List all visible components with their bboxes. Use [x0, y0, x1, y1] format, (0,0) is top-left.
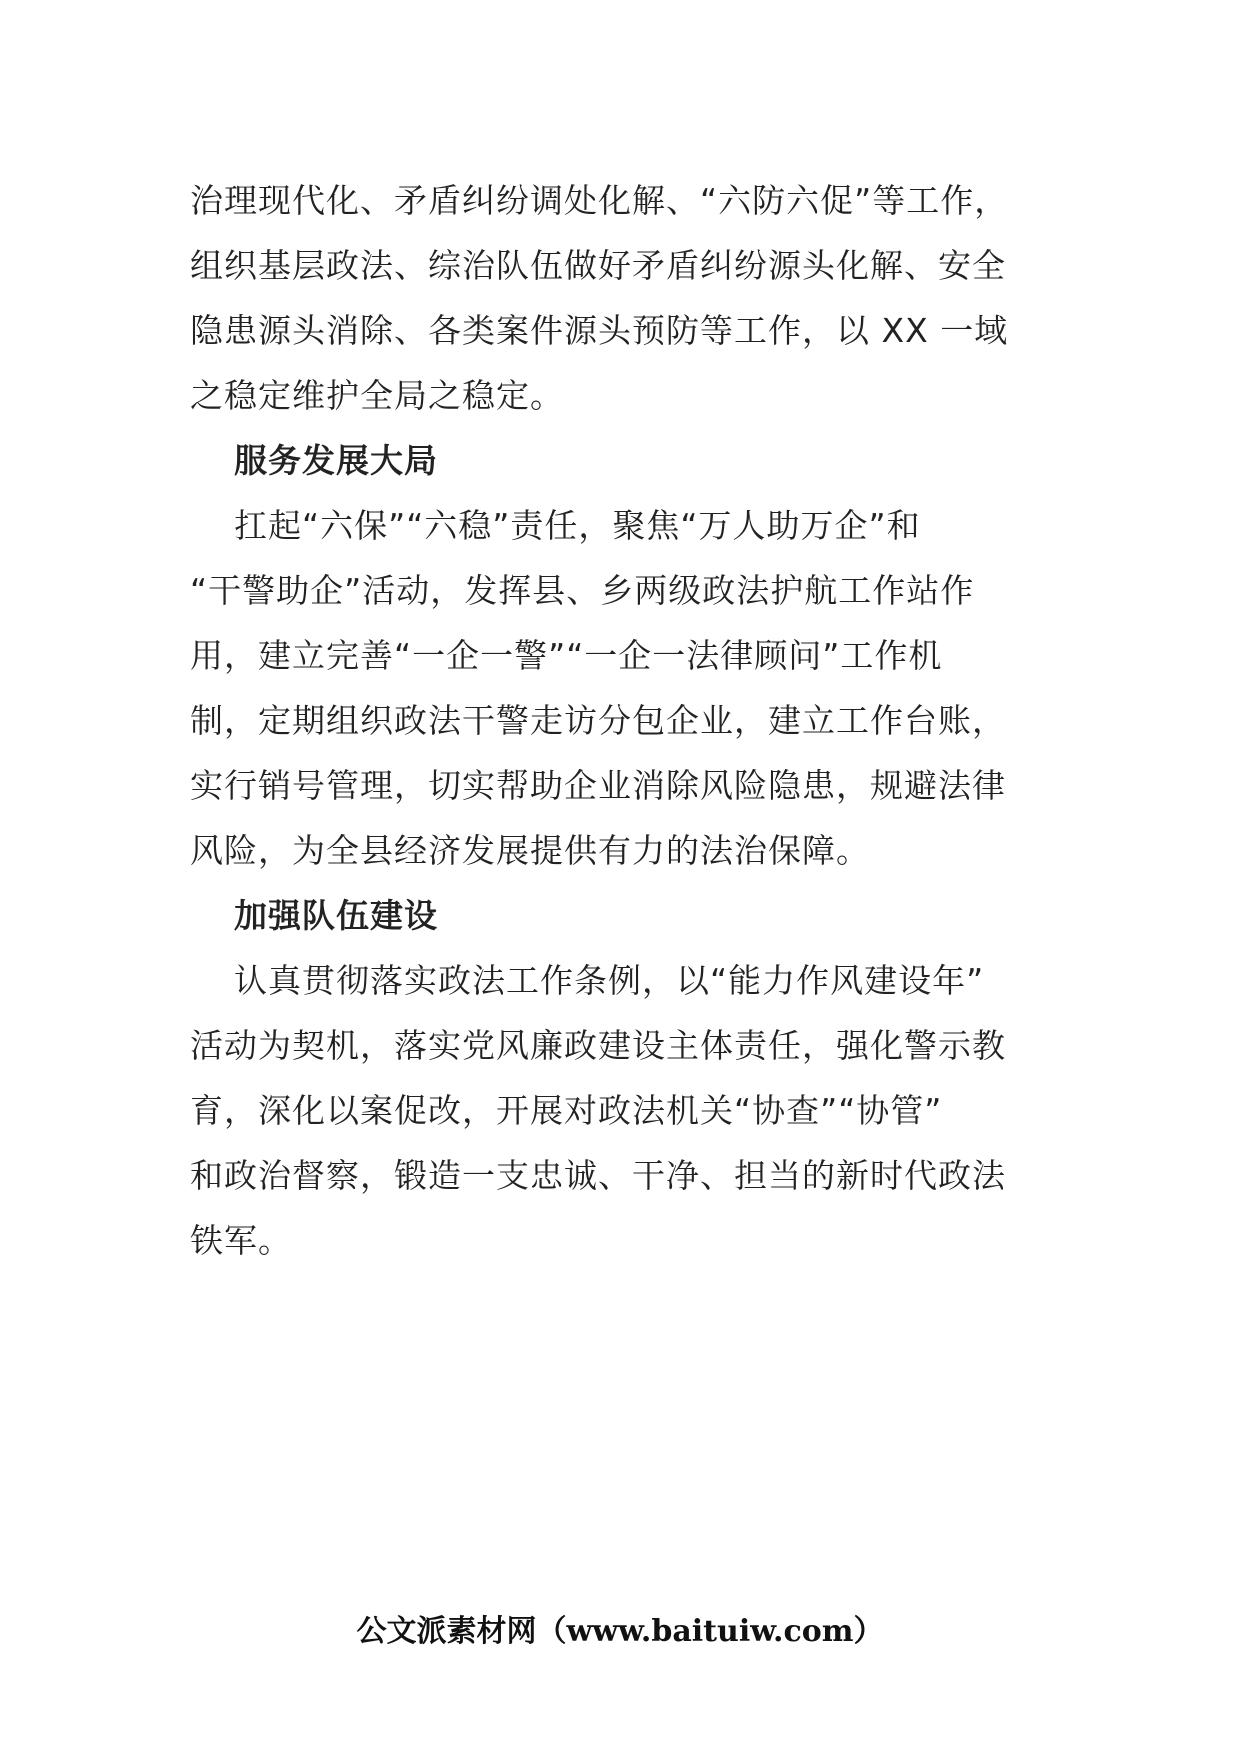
- paragraph-line: 治理现代化、矛盾纠纷调处化解、“六防六促”等工作，: [190, 181, 1009, 220]
- paragraph-line: 用，建立完善“一企一警”“一企一法律顾问”工作机: [190, 636, 943, 675]
- section-heading: [190, 883, 1070, 948]
- paragraph-line: “干警助企”活动，发挥县、乡两级政法护航工作站作: [190, 571, 975, 610]
- paragraph-line: 风险，为全县经济发展提供有力的法治保障。: [190, 831, 870, 870]
- paragraph-line: 和政治督察，锻造一支忠诚、干净、担当的新时代政法: [190, 1156, 1006, 1195]
- body-paragraph: [190, 168, 1070, 428]
- paragraph-line: 隐患源头消除、各类案件源头预防等工作，以 XX 一域: [190, 311, 1009, 350]
- body-paragraph: [190, 948, 1070, 1273]
- paragraph-line: 铁军。: [190, 1221, 292, 1260]
- body-paragraph: [190, 493, 1070, 883]
- heading-text: 服务发展大局: [234, 441, 438, 480]
- document-body: [190, 168, 1070, 1273]
- paragraph-line: 扛起“六保”“六稳”责任，聚焦“万人助万企”和: [234, 506, 921, 545]
- section-heading: [190, 428, 1070, 493]
- paragraph-line: 制，定期组织政法干警走访分包企业，建立工作台账，: [190, 701, 1006, 740]
- paragraph-line: 认真贯彻落实政法工作条例，以“能力作风建设年”: [234, 961, 985, 1000]
- paragraph-line: 活动为契机，落实党风廉政建设主体责任，强化警示教: [190, 1026, 1006, 1065]
- paragraph-line: 之稳定维护全局之稳定。: [190, 376, 564, 415]
- footer-watermark: 公文派素材网（www.baituiw.com）: [356, 1614, 884, 1649]
- paragraph-line: 实行销号管理，切实帮助企业消除风险隐患，规避法律: [190, 766, 1006, 805]
- paragraph-line: 育，深化以案促改，开展对政法机关“协查”“协管”: [190, 1091, 943, 1130]
- heading-text: 加强队伍建设: [234, 896, 438, 935]
- paragraph-line: 组织基层政法、综治队伍做好矛盾纠纷源头化解、安全: [190, 246, 1006, 285]
